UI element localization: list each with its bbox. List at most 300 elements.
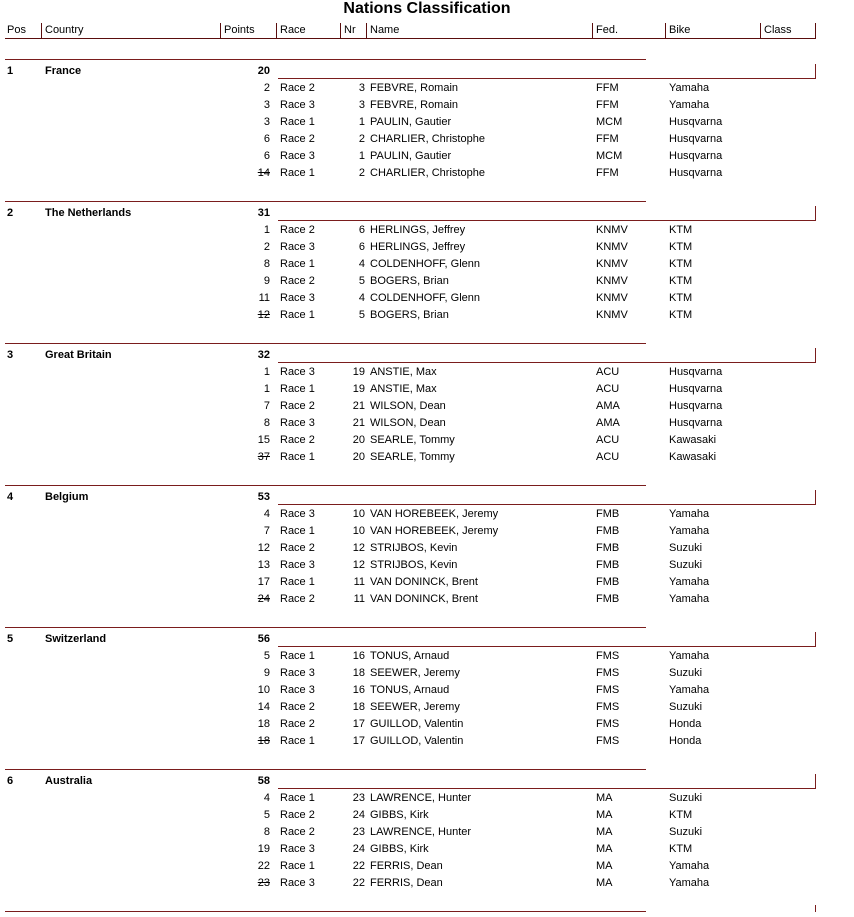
result-points: 15 [257, 434, 270, 446]
rider-name: HERLINGS, Jeffrey [370, 224, 466, 236]
result-race: Race 3 [280, 559, 315, 571]
result-points: 2 [263, 82, 270, 94]
rider-federation: FMB [596, 525, 620, 537]
result-points: 14 [257, 701, 270, 713]
result-row [0, 307, 854, 324]
rider-name: VAN HOREBEEK, Jeremy [370, 525, 499, 537]
result-race: Race 1 [280, 383, 315, 395]
result-points: 17 [257, 576, 270, 588]
rider-federation: FFM [596, 167, 619, 179]
rider-federation: AMA [596, 400, 620, 412]
result-race: Race 3 [280, 292, 315, 304]
rider-number: 12 [352, 559, 365, 571]
rider-number: 11 [353, 593, 365, 605]
rider-federation: KNMV [596, 224, 628, 236]
rider-number: 17 [352, 735, 365, 747]
rider-number: 24 [352, 809, 365, 821]
result-race: Race 2 [280, 593, 315, 605]
rider-federation: FMB [596, 542, 620, 554]
result-race: Race 2 [280, 82, 315, 94]
nation-position: 2 [7, 207, 14, 219]
rider-bike: KTM [669, 275, 693, 287]
nation-points: 58 [257, 775, 270, 787]
result-race: Race 3 [280, 843, 315, 855]
rider-federation: FMB [596, 576, 620, 588]
rider-bike: Husqvarna [669, 383, 723, 395]
rider-bike: Suzuki [669, 792, 703, 804]
nation-points: 32 [257, 349, 270, 361]
rider-bike: Suzuki [669, 559, 703, 571]
result-points: 4 [263, 508, 270, 520]
rider-name: LAWRENCE, Hunter [370, 826, 472, 838]
rider-federation: FMB [596, 508, 620, 520]
result-points: 11 [258, 292, 270, 304]
result-race: Race 1 [280, 167, 315, 179]
page-title: Nations Classification [343, 0, 511, 17]
result-race: Race 1 [280, 735, 315, 747]
result-row [0, 290, 854, 307]
result-race: Race 3 [280, 877, 315, 889]
rider-name: SEEWER, Jeremy [370, 701, 460, 713]
group-divider [815, 905, 816, 912]
rider-bike: Husqvarna [669, 150, 723, 162]
col-pos: Pos [7, 24, 26, 36]
result-points: 37 [257, 451, 270, 463]
rider-federation: KNMV [596, 258, 628, 270]
rider-number: 17 [352, 718, 365, 730]
result-points: 13 [257, 559, 270, 571]
rider-bike: Suzuki [669, 542, 703, 554]
rider-federation: FMS [596, 667, 620, 679]
group-points-box [278, 490, 816, 505]
rider-federation: MA [596, 792, 613, 804]
rider-number: 18 [352, 701, 365, 713]
rider-name: GUILLOD, Valentin [370, 718, 464, 730]
rider-number: 18 [352, 667, 365, 679]
result-row [0, 165, 854, 182]
result-points: 3 [263, 99, 270, 111]
result-points: 5 [263, 809, 270, 821]
group-divider [5, 343, 646, 344]
result-row [0, 222, 854, 239]
rider-federation: FMB [596, 593, 620, 605]
result-points: 22 [257, 860, 270, 872]
result-points: 4 [263, 792, 270, 804]
result-points: 18 [257, 735, 270, 747]
rider-federation: ACU [596, 451, 620, 463]
rider-federation: MA [596, 809, 613, 821]
rider-number: 12 [352, 542, 365, 554]
result-race: Race 1 [280, 792, 315, 804]
group-divider [5, 627, 646, 628]
col-country: Country [45, 24, 84, 36]
rider-bike: Kawasaki [669, 434, 717, 446]
rider-number: 21 [352, 417, 365, 429]
result-points: 3 [263, 116, 270, 128]
nation-country: Belgium [45, 491, 89, 503]
nation-country: Great Britain [45, 349, 112, 361]
rider-name: TONUS, Arnaud [370, 684, 450, 696]
nation-country: Switzerland [45, 633, 107, 645]
rider-number: 21 [352, 400, 365, 412]
group-divider [5, 769, 646, 770]
rider-name: PAULIN, Gautier [370, 116, 452, 128]
result-row [0, 733, 854, 750]
rider-number: 22 [352, 860, 365, 872]
rider-name: LAWRENCE, Hunter [370, 792, 472, 804]
rider-federation: FMS [596, 684, 620, 696]
group-points-box [278, 348, 816, 363]
result-race: Race 3 [280, 667, 315, 679]
nation-points: 56 [257, 633, 270, 645]
group-points-box [278, 206, 816, 221]
rider-number: 6 [358, 241, 365, 253]
result-row [0, 790, 854, 807]
group-points-box [278, 774, 816, 789]
rider-bike: Husqvarna [669, 133, 723, 145]
rider-federation: KNMV [596, 292, 628, 304]
nation-position: 5 [7, 633, 14, 645]
rider-name: WILSON, Dean [370, 417, 446, 429]
rider-name: STRIJBOS, Kevin [370, 542, 458, 554]
col-divider [220, 23, 221, 38]
rider-name: VAN DONINCK, Brent [370, 576, 478, 588]
result-row [0, 97, 854, 114]
rider-name: CHARLIER, Christophe [370, 133, 485, 145]
rider-bike: Yamaha [669, 860, 710, 872]
group-divider [5, 485, 646, 486]
rider-name: FERRIS, Dean [370, 877, 443, 889]
nation-position: 3 [7, 349, 14, 361]
rider-federation: AMA [596, 417, 620, 429]
result-points: 6 [263, 150, 270, 162]
result-points: 6 [263, 133, 270, 145]
rider-federation: KNMV [596, 241, 628, 253]
rider-name: GIBBS, Kirk [370, 809, 429, 821]
result-points: 7 [263, 400, 270, 412]
rider-federation: MCM [596, 116, 623, 128]
result-points: 18 [257, 718, 270, 730]
result-row [0, 80, 854, 97]
col-divider [41, 23, 42, 38]
rider-number: 2 [358, 133, 365, 145]
rider-federation: MA [596, 826, 613, 838]
result-points: 24 [257, 593, 270, 605]
result-race: Race 1 [280, 451, 315, 463]
rider-federation: KNMV [596, 275, 628, 287]
result-race: Race 3 [280, 508, 315, 520]
result-row [0, 807, 854, 824]
rider-name: FEBVRE, Romain [370, 82, 459, 94]
rider-number: 19 [352, 383, 365, 395]
result-row [0, 682, 854, 699]
nation-points: 31 [257, 207, 270, 219]
nation-points: 53 [257, 491, 270, 503]
rider-number: 10 [352, 508, 365, 520]
rider-bike: KTM [669, 843, 693, 855]
result-row [0, 540, 854, 557]
rider-name: FERRIS, Dean [370, 860, 443, 872]
result-row [0, 875, 854, 892]
result-row [0, 591, 854, 608]
nation-position: 4 [7, 491, 14, 503]
rider-bike: Honda [669, 718, 702, 730]
col-divider [760, 23, 761, 38]
rider-number: 10 [352, 525, 365, 537]
rider-bike: Honda [669, 735, 702, 747]
rider-number: 16 [352, 650, 365, 662]
rider-name: GIBBS, Kirk [370, 843, 429, 855]
result-points: 2 [263, 241, 270, 253]
rider-number: 5 [358, 309, 365, 321]
result-points: 12 [257, 309, 270, 321]
result-row [0, 506, 854, 523]
rider-bike: KTM [669, 224, 693, 236]
nation-position: 6 [7, 775, 14, 787]
rider-bike: Husqvarna [669, 400, 723, 412]
col-nr: Nr [344, 24, 356, 36]
rider-name: SEARLE, Tommy [370, 451, 455, 463]
group-divider [5, 911, 646, 912]
result-row [0, 364, 854, 381]
nation-country: The Netherlands [45, 207, 132, 219]
rider-federation: MA [596, 877, 613, 889]
rider-number: 19 [352, 366, 365, 378]
result-race: Race 2 [280, 809, 315, 821]
result-row [0, 665, 854, 682]
result-points: 14 [257, 167, 270, 179]
result-race: Race 3 [280, 366, 315, 378]
rider-name: VAN HOREBEEK, Jeremy [370, 508, 499, 520]
result-points: 8 [263, 826, 270, 838]
result-points: 19 [257, 843, 270, 855]
result-race: Race 3 [280, 241, 315, 253]
result-points: 9 [263, 667, 270, 679]
result-race: Race 2 [280, 275, 315, 287]
rider-bike: Yamaha [669, 525, 710, 537]
result-points: 10 [257, 684, 270, 696]
result-row [0, 131, 854, 148]
rider-name: STRIJBOS, Kevin [370, 559, 458, 571]
result-points: 7 [263, 525, 270, 537]
result-race: Race 1 [280, 116, 315, 128]
result-race: Race 3 [280, 99, 315, 111]
rider-name: BOGERS, Brian [370, 275, 449, 287]
result-race: Race 1 [280, 860, 315, 872]
result-race: Race 1 [280, 650, 315, 662]
rider-bike: Suzuki [669, 667, 703, 679]
rider-federation: FMS [596, 718, 620, 730]
rider-number: 4 [358, 292, 365, 304]
result-points: 12 [257, 542, 270, 554]
col-points: Points [224, 24, 255, 36]
result-row [0, 523, 854, 540]
rider-bike: KTM [669, 292, 693, 304]
rider-name: ANSTIE, Max [370, 366, 437, 378]
rider-bike: Yamaha [669, 576, 710, 588]
result-race: Race 1 [280, 576, 315, 588]
rider-number: 16 [352, 684, 365, 696]
rider-name: SEARLE, Tommy [370, 434, 455, 446]
rider-name: SEEWER, Jeremy [370, 667, 460, 679]
result-row [0, 398, 854, 415]
rider-federation: ACU [596, 383, 620, 395]
rider-federation: ACU [596, 434, 620, 446]
group-points-box [278, 64, 816, 79]
header-rule [5, 38, 816, 39]
rider-name: GUILLOD, Valentin [370, 735, 464, 747]
rider-name: HERLINGS, Jeffrey [370, 241, 466, 253]
rider-number: 23 [352, 826, 365, 838]
col-divider [665, 23, 666, 38]
rider-name: ANSTIE, Max [370, 383, 437, 395]
result-row [0, 148, 854, 165]
result-row [0, 699, 854, 716]
result-row [0, 415, 854, 432]
rider-number: 4 [358, 258, 365, 270]
rider-bike: Yamaha [669, 650, 710, 662]
rider-number: 3 [358, 99, 365, 111]
result-row [0, 824, 854, 841]
col-divider [592, 23, 593, 38]
result-row [0, 273, 854, 290]
result-race: Race 2 [280, 133, 315, 145]
rider-bike: KTM [669, 258, 693, 270]
result-row [0, 256, 854, 273]
result-race: Race 3 [280, 684, 315, 696]
rider-name: COLDENHOFF, Glenn [370, 258, 481, 270]
result-points: 23 [257, 877, 270, 889]
rider-federation: FMS [596, 701, 620, 713]
result-race: Race 3 [280, 150, 315, 162]
col-fed: Fed. [596, 24, 619, 36]
result-race: Race 1 [280, 258, 315, 270]
result-race: Race 3 [280, 417, 315, 429]
rider-name: TONUS, Arnaud [370, 650, 450, 662]
rider-federation: FMS [596, 735, 620, 747]
nation-country: Australia [45, 775, 93, 787]
result-points: 1 [263, 224, 270, 236]
rider-bike: KTM [669, 309, 693, 321]
result-row [0, 449, 854, 466]
result-row [0, 841, 854, 858]
rider-number: 20 [352, 434, 365, 446]
col-race: Race [280, 24, 306, 36]
rider-federation: MA [596, 860, 613, 872]
rider-federation: FFM [596, 99, 619, 111]
rider-bike: Suzuki [669, 701, 703, 713]
group-points-box [278, 632, 816, 647]
col-bike: Bike [669, 24, 691, 36]
rider-bike: Yamaha [669, 99, 710, 111]
result-race: Race 1 [280, 309, 315, 321]
rider-name: FEBVRE, Romain [370, 99, 459, 111]
rider-number: 24 [352, 843, 365, 855]
result-points: 5 [263, 650, 270, 662]
rider-federation: FFM [596, 82, 619, 94]
rider-name: VAN DONINCK, Brent [370, 593, 478, 605]
result-race: Race 2 [280, 400, 315, 412]
col-divider [340, 23, 341, 38]
rider-number: 1 [358, 116, 365, 128]
result-race: Race 2 [280, 701, 315, 713]
rider-bike: Husqvarna [669, 167, 723, 179]
rider-name: COLDENHOFF, Glenn [370, 292, 481, 304]
rider-federation: FMS [596, 650, 620, 662]
group-divider [5, 201, 646, 202]
rider-number: 20 [352, 451, 365, 463]
rider-bike: Yamaha [669, 82, 710, 94]
rider-number: 6 [358, 224, 365, 236]
result-row [0, 858, 854, 875]
result-race: Race 2 [280, 434, 315, 446]
col-divider [276, 23, 277, 38]
result-race: Race 2 [280, 542, 315, 554]
rider-bike: Suzuki [669, 826, 703, 838]
column-header [0, 23, 854, 39]
rider-bike: KTM [669, 241, 693, 253]
result-race: Race 2 [280, 826, 315, 838]
result-row [0, 574, 854, 591]
rider-number: 2 [358, 167, 365, 179]
rider-name: WILSON, Dean [370, 400, 446, 412]
col-divider [815, 23, 816, 38]
rider-federation: MCM [596, 150, 623, 162]
result-points: 1 [263, 366, 270, 378]
rider-number: 3 [358, 82, 365, 94]
result-points: 8 [263, 417, 270, 429]
result-row [0, 648, 854, 665]
rider-name: BOGERS, Brian [370, 309, 449, 321]
result-points: 9 [263, 275, 270, 287]
rider-federation: KNMV [596, 309, 628, 321]
rider-number: 22 [352, 877, 365, 889]
rider-bike: Kawasaki [669, 451, 717, 463]
rider-bike: Yamaha [669, 684, 710, 696]
rider-federation: ACU [596, 366, 620, 378]
rider-bike: KTM [669, 809, 693, 821]
col-divider [366, 23, 367, 38]
rider-number: 23 [352, 792, 365, 804]
rider-name: CHARLIER, Christophe [370, 167, 485, 179]
rider-bike: Yamaha [669, 508, 710, 520]
rider-federation: FMB [596, 559, 620, 571]
result-points: 8 [263, 258, 270, 270]
nation-position: 1 [7, 65, 14, 77]
result-row [0, 381, 854, 398]
rider-federation: FFM [596, 133, 619, 145]
result-row [0, 432, 854, 449]
group-divider [5, 59, 646, 60]
rider-bike: Yamaha [669, 593, 710, 605]
result-race: Race 1 [280, 525, 315, 537]
nation-points: 20 [257, 65, 270, 77]
nation-country: France [45, 65, 82, 77]
rider-bike: Husqvarna [669, 417, 723, 429]
rider-name: PAULIN, Gautier [370, 150, 452, 162]
rider-bike: Husqvarna [669, 116, 723, 128]
result-row [0, 239, 854, 256]
rider-bike: Husqvarna [669, 366, 723, 378]
result-points: 1 [263, 383, 270, 395]
result-row [0, 557, 854, 574]
col-name: Name [370, 24, 400, 36]
result-race: Race 2 [280, 224, 315, 236]
result-row [0, 114, 854, 131]
rider-federation: MA [596, 843, 613, 855]
col-class: Class [764, 24, 792, 36]
rider-number: 5 [358, 275, 365, 287]
